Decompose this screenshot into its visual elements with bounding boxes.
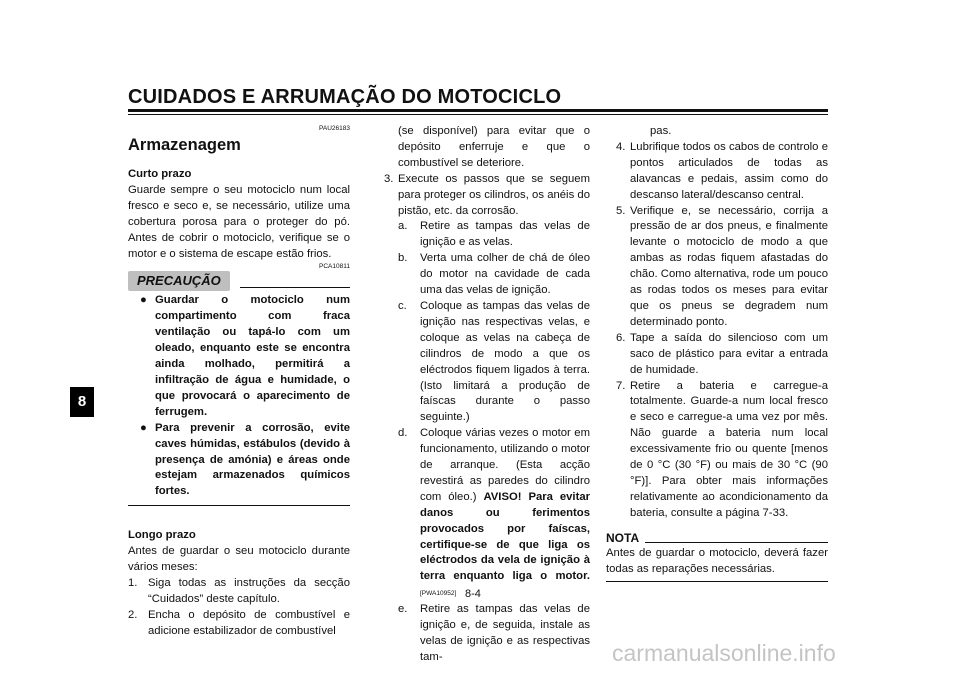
- sub-list-item: a. Retire as tampas das velas de ignição e as velas.: [398, 220, 590, 249]
- continued-text: pas.: [650, 125, 672, 137]
- list-item: 4. Lubrifique todos os cabos de controlo e pontos articulados de todas as alavancas e pedais, assim como do descanso lateral/descanso central.: [616, 140, 828, 201]
- list-item: 2. Encha o depósito de combustível e adicione estabilizador de combustível: [128, 608, 350, 637]
- caution-list: [128, 293, 350, 506]
- warning-code: [PWA10952]: [420, 590, 457, 598]
- caution-item: ● Guardar o motociclo num compartimento com fraca ventilação ou tapá-lo com um oleado, enquanto este se encontra ainda molhado, permitirá a infiltração de água e humidade, o que provocará o aparecimento de ferrugem.: [140, 294, 350, 418]
- bullet-icon: ●: [140, 294, 147, 307]
- caution-label: PRECAUÇÃO: [128, 271, 230, 291]
- warning-text: AVISO! Para evitar danos ou ferimentos provocados por faíscas, certifique-se de que liga os eléctrodos da vela de ignição à terra enquanto liga o motor.: [420, 490, 591, 583]
- caution-header: [128, 271, 350, 291]
- sub-list-item: b. Verta uma colher de chá de óleo do motor na cavidade de cada uma das velas de ignição.: [398, 252, 590, 297]
- header-rule-thin: [128, 114, 828, 115]
- bullet-icon: ●: [140, 421, 147, 434]
- continued-text: (se disponível) para evitar que o depósito enferruje e que o combustível se deteriore.: [398, 125, 590, 169]
- list-item: 7. Retire a bateria e carregue-a totalmente. Guarde-a num local fresco e seco e carregue-a uma vez por mês. Não guarde a bateria num local excessivamente frio ou quente [menos de 0 °C (30 °F) ou mais de 30 °C (90 °F)]. Para obter mais informações relativamente ao acondicionamento da bateria, consulte a página 7-33.: [616, 379, 828, 519]
- page-number: 8-4: [465, 588, 481, 600]
- subheading-short-term: Curto prazo: [128, 168, 192, 180]
- chapter-tab: 8: [70, 387, 94, 417]
- list-item: 6. Tape a saída do silencioso com um saco de plástico para evitar a entrada de humidade.: [616, 331, 828, 376]
- caution-code: PCA10811: [319, 263, 350, 271]
- short-term-text: Guarde sempre o seu motociclo num local fresco e seco e, se necessário, utilize uma cobertura porosa para o proteger do pó. Antes de cobrir o motociclo, verifique se o motor e o sistema de escape estão frios.: [128, 183, 350, 260]
- reference-code: PAU26183: [319, 125, 350, 132]
- list-item: 1. Siga todas as instruções da secção “Cuidados” deste capítulo.: [128, 576, 350, 605]
- column-1: [128, 124, 350, 640]
- sub-list-item: d. Coloque várias vezes o motor em funcionamento, utilizando o motor de arranque. (Esta acção revestirá as paredes do cilindro com óleo.) AVISO! Para evitar danos ou ferimentos provocados por faíscas, certifique-se de que liga os eléctrodos da vela de ignição à terra enquanto liga o motor.[PWA10952]: [398, 427, 591, 598]
- page-title: CUIDADOS E ARRUMAÇÃO DO MOTOCICLO: [128, 86, 562, 108]
- note-label: NOTA: [606, 530, 640, 545]
- note-text: Antes de guardar o motociclo, deverá fazer todas as reparações necessárias.: [606, 546, 828, 583]
- note-rule: [645, 542, 828, 543]
- subheading-long-term: Longo prazo: [128, 529, 196, 542]
- long-term-text: Antes de guardar o seu motociclo durante vários meses:: [128, 545, 350, 574]
- header-rule-thick: [128, 109, 828, 112]
- list-item: 5. Verifique e, se necessário, corrija a pressão de ar dos pneus, e finalmente levante o motociclo de modo a que ambas as rodas fiquem afastadas do chão. Como alternativa, rode um pouco as rodas todos os meses para evitar que os pneus se degradem num determinado ponto.: [616, 204, 828, 328]
- column-2: [384, 124, 590, 666]
- sub-list-item: c. Coloque as tampas das velas de ignição nas respectivas velas, e coloque as velas na cabeça de cilindros de modo a que os eléctrodos fiquem ligados à terra. (Isto limitará a produção de faíscas durante o passo seguinte.): [398, 299, 590, 424]
- list-item: 3. Execute os passos que se seguem para proteger os cilindros, os anéis do pistão, etc. da corrosão.: [384, 172, 590, 217]
- column-3: [606, 124, 828, 582]
- caution-item: ● Para prevenir a corrosão, evite caves húmidas, estábulos (devido à presença de amónia) e áreas onde estejam armazenados químicos fortes.: [140, 421, 350, 498]
- watermark: carmanualsonline.info: [612, 640, 836, 666]
- sub-list-item: e. Retire as tampas das velas de ignição e, de seguida, instale as velas de ignição e as respectivas tam-: [398, 603, 590, 663]
- caution-rule: [240, 287, 350, 288]
- note-header: [606, 530, 828, 546]
- section-heading: Armazenagem: [128, 136, 241, 154]
